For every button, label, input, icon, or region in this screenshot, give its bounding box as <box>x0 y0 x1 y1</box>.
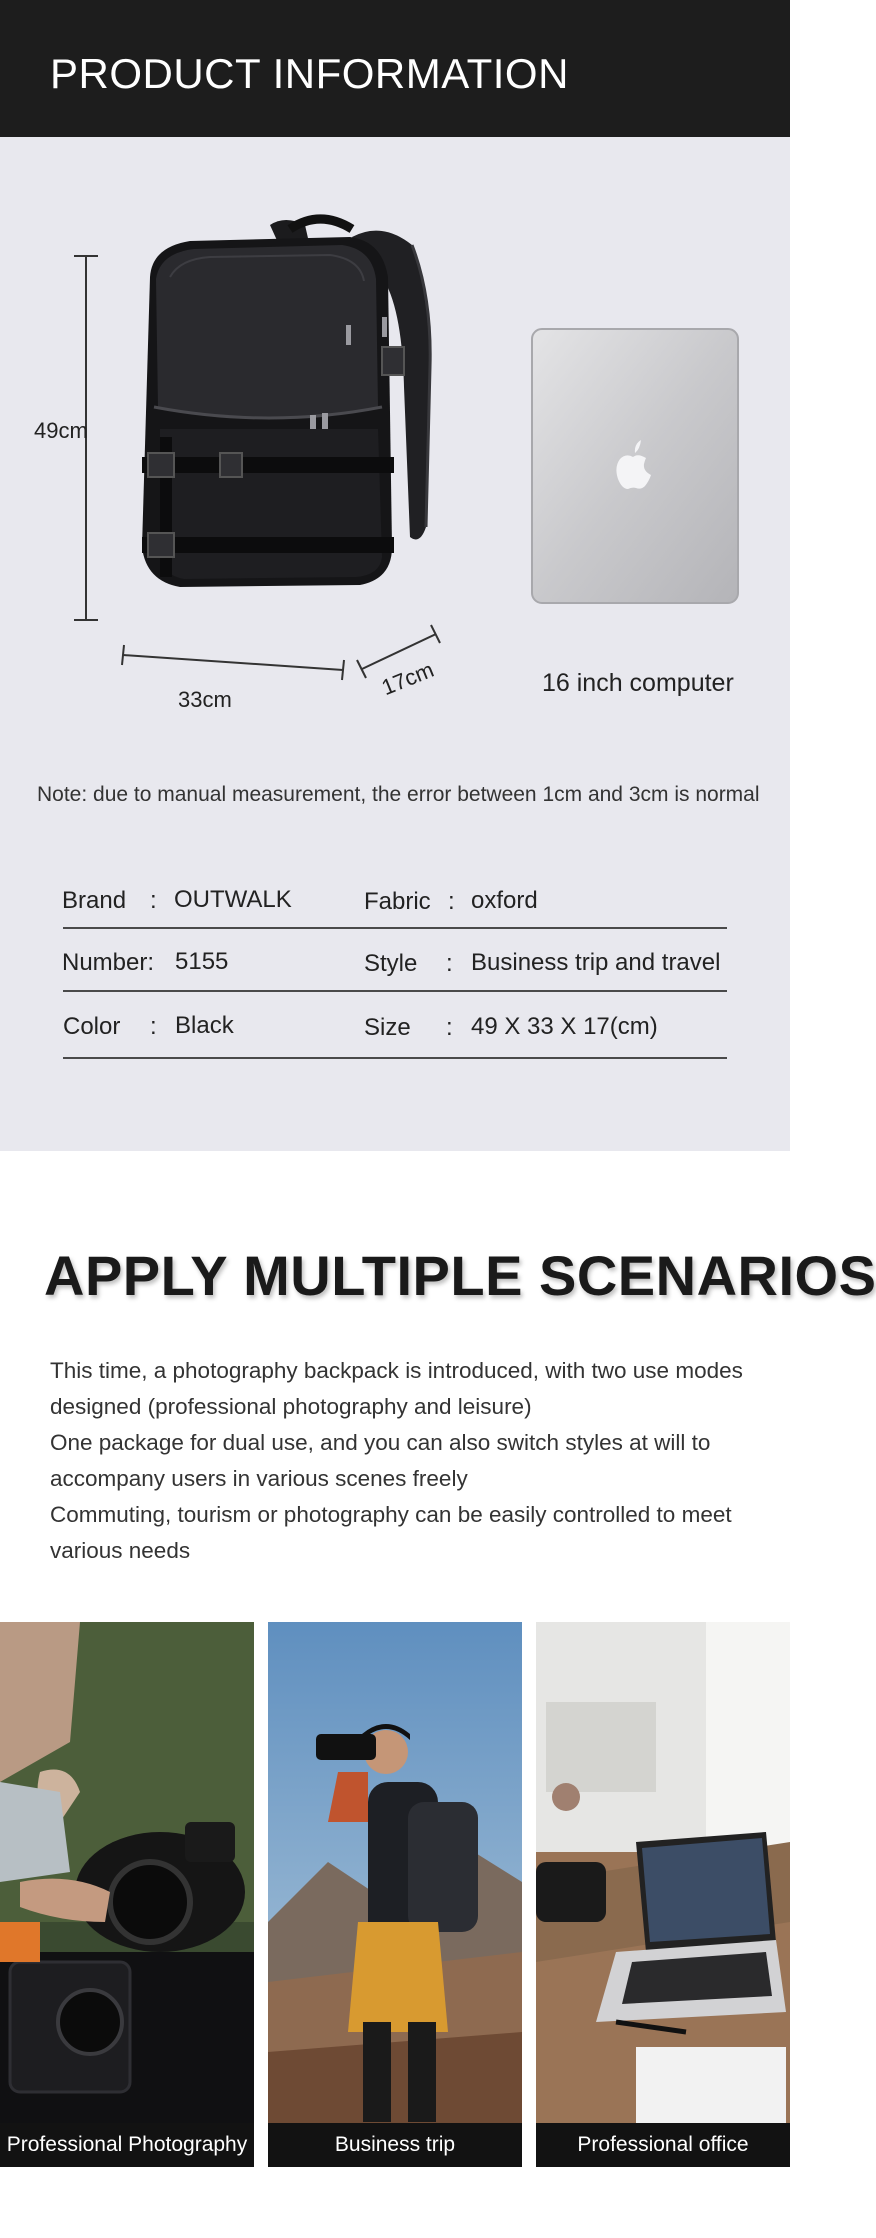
spec-size-value: 49 X 33 X 17(cm) <box>471 1013 658 1040</box>
scenarios-paragraph: This time, a photography backpack is introduced, with two use modes designed (professional photography and leisure) <box>50 1358 743 1419</box>
spec-brand-value: OUTWALK <box>174 886 292 913</box>
photo-professional-office <box>536 1622 790 2167</box>
hiker-image <box>268 1622 522 2167</box>
spec-separator: : <box>446 1014 453 1041</box>
spec-color-label: Color <box>63 1013 121 1040</box>
spec-divider <box>63 927 727 929</box>
spec-separator: : <box>150 1013 157 1040</box>
measurement-note: Note: due to manual measurement, the error between 1cm and 3cm is normal <box>37 783 760 806</box>
depth-label: 17cm <box>378 656 438 701</box>
scenarios-paragraph: Commuting, tourism or photography can be easily controlled to meet various needs <box>50 1502 732 1563</box>
spec-color-value: Black <box>175 1012 234 1039</box>
spec-number-value: 5155 <box>175 948 229 975</box>
width-label: 33cm <box>178 687 232 712</box>
photo-caption: Professional Photography <box>0 2123 254 2167</box>
height-label: 49cm <box>34 418 88 443</box>
laptop-image <box>530 327 740 605</box>
photo-caption: Business trip <box>268 2123 522 2167</box>
laptop-caption: 16 inch computer <box>542 669 734 697</box>
camera-gear-image <box>0 1622 254 2167</box>
spec-style-value: Business trip and travel <box>471 949 721 976</box>
spec-divider <box>63 990 727 992</box>
page-header <box>0 0 790 137</box>
spec-size-label: Size <box>364 1014 411 1041</box>
spec-divider <box>63 1057 727 1059</box>
spec-separator: : <box>448 888 455 915</box>
office-desk-image <box>536 1622 790 2167</box>
photo-caption: Professional office <box>536 2123 790 2167</box>
spec-fabric-label: Fabric <box>364 888 431 915</box>
photo-business-trip <box>268 1622 522 2167</box>
spec-separator: : <box>150 887 157 914</box>
spec-fabric-value: oxford <box>471 887 538 914</box>
spec-style-label: Style <box>364 950 418 977</box>
scenarios-description <box>50 1353 770 1569</box>
spec-number-label: Number: <box>62 949 155 976</box>
spec-brand-label: Brand <box>62 887 127 914</box>
scenarios-title: APPLY MULTIPLE SCENARIOS <box>44 1244 876 1307</box>
scenarios-paragraph: One package for dual use, and you can also switch styles at will to accompany users in various scenes freely <box>50 1430 711 1491</box>
product-info-section <box>0 137 790 1151</box>
photo-professional-photography <box>0 1622 254 2167</box>
page-title: PRODUCT INFORMATION <box>50 50 569 97</box>
spec-separator: : <box>446 950 453 977</box>
